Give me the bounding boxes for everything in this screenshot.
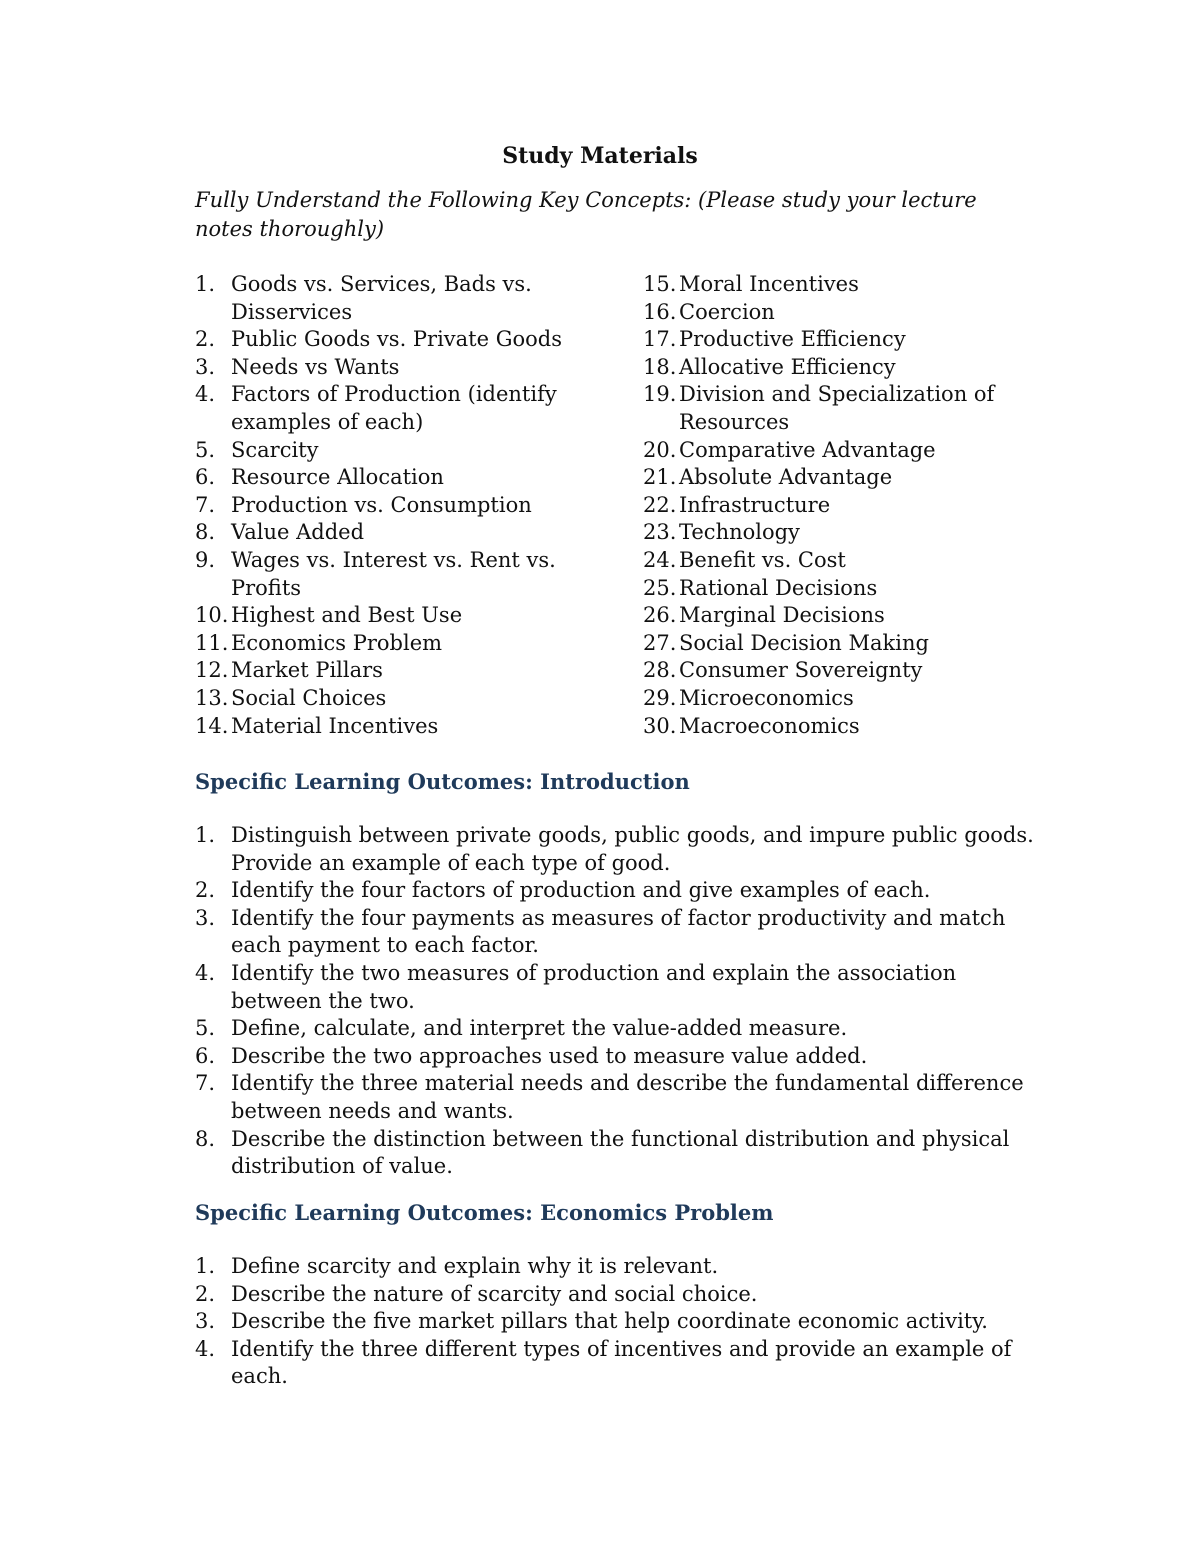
concept-text: Factors of Production (identify examples of each) <box>231 382 557 434</box>
concept-text: Economics Problem <box>231 630 443 655</box>
concept-text: Rational Decisions <box>679 575 878 600</box>
concept-item <box>195 630 615 658</box>
concept-number: 5. <box>195 437 216 462</box>
key-concepts-list-right <box>643 271 1013 740</box>
concept-item <box>195 271 615 326</box>
concept-item <box>195 326 615 354</box>
concept-item <box>195 685 615 713</box>
concept-number: 3. <box>195 354 216 379</box>
concept-text: Microeconomics <box>679 685 854 710</box>
concept-item <box>643 602 1013 630</box>
outcome-text: Describe the nature of scarcity and social choice. <box>231 1281 758 1306</box>
concept-number: 29. <box>643 685 677 710</box>
outcome-item <box>195 1308 1035 1336</box>
concept-number: 18. <box>643 354 677 379</box>
outcome-text: Define scarcity and explain why it is relevant. <box>231 1254 719 1278</box>
outcome-number: 4. <box>195 1336 216 1361</box>
section-heading-introduction: Specific Learning Outcomes: Introduction <box>195 769 690 794</box>
concept-number: 20. <box>643 437 677 462</box>
concept-text: Comparative Advantage <box>679 437 936 462</box>
key-concepts-instruction: Fully Understand the Following Key Concepts: (Please study your lecture notes thoroughly) <box>195 188 977 241</box>
concept-number: 23. <box>643 520 677 545</box>
concept-number: 28. <box>643 658 677 683</box>
concept-text: Social Decision Making <box>679 630 929 655</box>
concept-item <box>195 492 615 520</box>
outcome-item <box>195 877 1035 905</box>
concept-item <box>195 354 615 382</box>
outcome-item <box>195 822 1035 877</box>
concept-number: 27. <box>643 630 677 655</box>
key-concepts-list-left <box>195 271 615 740</box>
outcome-item <box>195 1336 1035 1391</box>
concept-item <box>643 464 1013 492</box>
concept-text: Highest and Best Use <box>231 603 463 628</box>
concept-text: Value Added <box>231 520 365 545</box>
concept-number: 30. <box>643 713 677 738</box>
outcome-text: Identify the two measures of production and explain the association between the two. <box>231 960 957 1013</box>
concept-item <box>643 271 1013 299</box>
outcome-item <box>195 1015 1035 1043</box>
concept-text: Resource Allocation <box>231 465 444 490</box>
concept-number: 7. <box>195 492 216 517</box>
concept-item <box>643 354 1013 382</box>
concept-text: Wages vs. Interest vs. Rent vs. Profits <box>231 547 556 600</box>
concept-text: Allocative Efficiency <box>679 354 896 379</box>
concept-item <box>643 575 1013 603</box>
outcome-number: 3. <box>195 905 216 930</box>
concept-item <box>643 657 1013 685</box>
concept-item <box>643 685 1013 713</box>
concept-text: Consumer Sovereignty <box>679 658 923 683</box>
concept-item <box>643 492 1013 520</box>
concept-number: 17. <box>643 327 677 352</box>
concept-number: 11. <box>195 630 229 655</box>
concept-text: Social Choices <box>231 685 387 710</box>
concept-text: Benefit vs. Cost <box>679 547 846 572</box>
concept-number: 8. <box>195 520 216 545</box>
outcome-text: Describe the distinction between the functional distribution and physical distribution of value. <box>231 1126 1010 1179</box>
concept-item <box>195 464 615 492</box>
concept-item <box>195 713 615 741</box>
outcome-text: Identify the four payments as measures of factor productivity and match each payment to each factor. <box>231 905 1006 958</box>
concept-item <box>195 547 615 602</box>
concept-item <box>195 602 615 630</box>
outcome-text: Identify the four factors of production and give examples of each. <box>231 878 931 903</box>
outcome-number: 3. <box>195 1309 216 1334</box>
outcome-item <box>195 1070 1035 1125</box>
concept-text: Marginal Decisions <box>679 603 885 628</box>
concept-number: 13. <box>195 685 229 710</box>
concept-item <box>195 657 615 685</box>
concept-text: Technology <box>679 520 800 545</box>
concept-number: 14. <box>195 713 229 738</box>
concept-text: Coercion <box>679 299 775 324</box>
concept-number: 2. <box>195 327 216 352</box>
concept-item <box>195 437 615 465</box>
outcome-item <box>195 1253 1035 1281</box>
concept-number: 15. <box>643 272 677 296</box>
concept-number: 10. <box>195 603 229 628</box>
concept-item <box>643 713 1013 741</box>
concept-number: 21. <box>643 465 677 490</box>
concept-text: Needs vs Wants <box>231 354 400 379</box>
concept-text: Production vs. Consumption <box>231 492 532 517</box>
concept-text: Macroeconomics <box>679 713 860 738</box>
concept-number: 4. <box>195 382 216 407</box>
concept-item <box>195 519 615 547</box>
outcome-number: 1. <box>195 1254 216 1278</box>
concept-text: Productive Efficiency <box>679 327 906 352</box>
outcome-number: 2. <box>195 878 216 903</box>
outcomes-list-economics-problem <box>195 1253 1035 1391</box>
concept-text: Market Pillars <box>231 658 383 683</box>
concept-text: Infrastructure <box>679 492 831 517</box>
concept-number: 6. <box>195 465 216 490</box>
outcome-item <box>195 1281 1035 1309</box>
outcome-number: 5. <box>195 1016 216 1041</box>
concept-text: Scarcity <box>231 437 319 462</box>
outcome-number: 6. <box>195 1043 216 1068</box>
outcome-number: 1. <box>195 823 216 847</box>
concept-number: 1. <box>195 272 216 296</box>
concept-text: Material Incentives <box>231 713 439 738</box>
outcome-item <box>195 1043 1035 1071</box>
outcome-item <box>195 1126 1035 1181</box>
outcome-number: 2. <box>195 1281 216 1306</box>
concept-text: Goods vs. Services, Bads vs. Disservices <box>231 272 532 324</box>
concept-text: Public Goods vs. Private Goods <box>231 327 563 352</box>
concept-number: 25. <box>643 575 677 600</box>
concept-item <box>195 381 615 436</box>
concept-number: 24. <box>643 547 677 572</box>
concept-item <box>643 326 1013 354</box>
outcome-text: Identify the three material needs and describe the fundamental difference between needs and wants. <box>231 1071 1024 1123</box>
outcome-number: 8. <box>195 1126 216 1151</box>
concept-number: 12. <box>195 658 229 683</box>
concept-number: 22. <box>643 492 677 517</box>
concept-item <box>643 299 1013 327</box>
outcome-number: 4. <box>195 960 216 985</box>
concept-number: 16. <box>643 299 677 324</box>
outcome-text: Distinguish between private goods, public goods, and impure public goods. Provide an example of each type of good. <box>231 823 1034 875</box>
outcome-text: Define, calculate, and interpret the value-added measure. <box>231 1016 848 1041</box>
outcome-item <box>195 905 1035 960</box>
concept-item <box>643 519 1013 547</box>
section-heading-economics-problem: Specific Learning Outcomes: Economics Problem <box>195 1200 774 1225</box>
outcomes-list-introduction <box>195 822 1035 1181</box>
concept-item <box>643 630 1013 658</box>
concept-item <box>643 381 1013 436</box>
outcome-text: Describe the two approaches used to measure value added. <box>231 1043 868 1068</box>
concept-number: 19. <box>643 382 677 407</box>
outcome-item <box>195 960 1035 1015</box>
concept-text: Division and Specialization of Resources <box>679 382 995 434</box>
document-title: Study Materials <box>502 143 698 169</box>
concept-item <box>643 437 1013 465</box>
concept-number: 9. <box>195 547 216 572</box>
concept-item <box>643 547 1013 575</box>
concept-number: 26. <box>643 603 677 628</box>
outcome-number: 7. <box>195 1071 216 1096</box>
outcome-text: Identify the three different types of incentives and provide an example of each. <box>231 1336 1012 1389</box>
concept-text: Moral Incentives <box>679 272 859 296</box>
outcome-text: Describe the five market pillars that help coordinate economic activity. <box>231 1309 988 1334</box>
concept-text: Absolute Advantage <box>679 465 893 490</box>
